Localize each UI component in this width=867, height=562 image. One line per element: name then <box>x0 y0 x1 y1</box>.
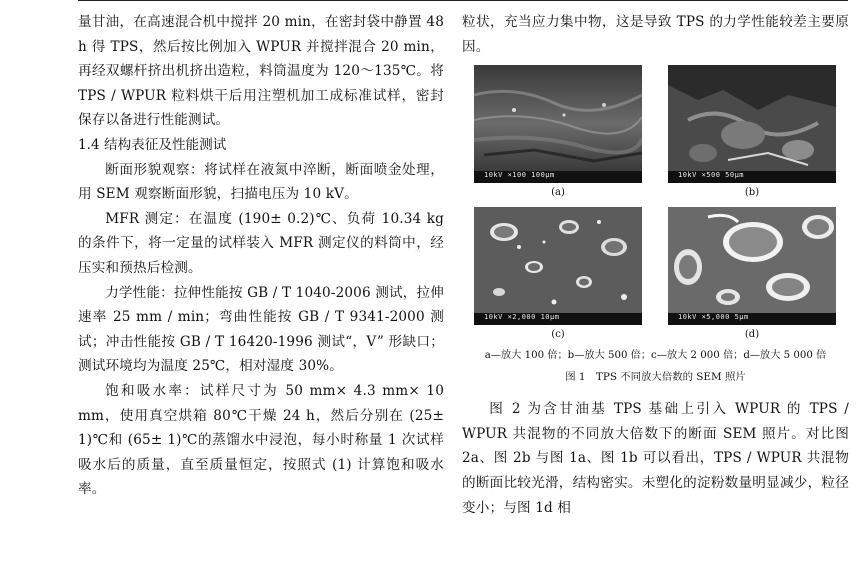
scale-bar-c: 10kV ×2,000 10μm <box>484 313 560 322</box>
sem-image-a <box>474 65 642 183</box>
panel-label-c: (c) <box>551 329 565 341</box>
paragraph-mfr: MFR 测定：在温度 (190± 0.2)℃、负荷 10.34 kg 的条件下，将一定量的试样装入 MFR 测定仪的料筒中，经压实和预热后检测。 <box>78 210 444 276</box>
panel-label-d: (d) <box>744 329 760 341</box>
figure-title: 图 1 TPS 不同放大倍数的 SEM 照片 <box>565 371 746 384</box>
panel-label-b: (b) <box>744 187 760 199</box>
paragraph-figure2-discussion: 图 2 为含甘油基 TPS 基础上引入 WPUR 的 TPS / WPUR 共混物的不同放大倍数下的断面 SEM 照片。对比图 2a、图 2b 与图 1a、图 1b 可以看出，TPS / WPUR 共混物的断面比较光滑，结构密实。未塑化的淀粉数量明显减少，粒径变小；与图 1d 相 <box>462 401 849 516</box>
figure-1 <box>462 65 849 397</box>
panel-label-a: (a) <box>551 187 565 199</box>
section-title: 结构表征及性能测试 <box>104 136 227 153</box>
paragraph-preparation: 量甘油，在高速混合机中搅拌 20 min，在密封袋中静置 48 h 得 TPS，然后按比例加入 WPUR 并搅拌混合 20 min，再经双螺杆挤出机挤出造粒，料筒温度为 120～135℃。将 TPS / WPUR 粒料烘干后用注塑机加工成标准试样，密封保存以备进行性能测试。 <box>78 14 444 129</box>
section-number: 1.4 <box>78 136 100 153</box>
left-column <box>78 10 444 502</box>
scale-bar-d: 10kV ×5,000 5μm <box>678 313 749 322</box>
paragraph-continued: 粒状，充当应力集中物，这是导致 TPS 的力学性能较差主要原因。 <box>462 14 849 55</box>
right-column <box>462 10 849 520</box>
scale-bar-b: 10kV ×500 50μm <box>678 171 745 180</box>
scale-bar-a: 10kV ×100 100μm <box>484 171 555 180</box>
paragraph-sem: 断面形貌观察：将试样在液氮中淬断，断面喷金处理，用 SEM 观察断面形貌，扫描电压为 10 kV。 <box>78 161 444 203</box>
paragraph-mechanical: 力学性能：拉伸性能按 GB / T 1040-2006 测试，拉伸速率 25 mm / min；弯曲性能按 GB / T 9341-2000 测试；冲击性能按 GB / T 16420-1996 测试“，V” 形缺口；测试环境均为温度 25℃，相对湿度 30%。 <box>78 284 444 375</box>
sem-image-b <box>668 65 836 183</box>
section-heading <box>78 133 444 158</box>
figure-legend: a—放大 100 倍；b—放大 500 倍；c—放大 2 000 倍；d—放大 5 000 倍 <box>484 350 827 362</box>
paragraph-water-absorption: 饱和吸水率：试样尺寸为 50 mm× 4.3 mm× 10 mm，使用真空烘箱 80℃干燥 24 h，然后分别在 (25± 1)℃和 (65± 1)℃的蒸馏水中浸泡，每小时称量 1 次试样吸水后的质量，直至质量恒定，按照式 (1) 计算饱和吸水率。 <box>78 382 444 498</box>
sem-image-c <box>474 207 642 325</box>
header-rule <box>78 0 848 1</box>
sem-image-d <box>668 207 836 325</box>
